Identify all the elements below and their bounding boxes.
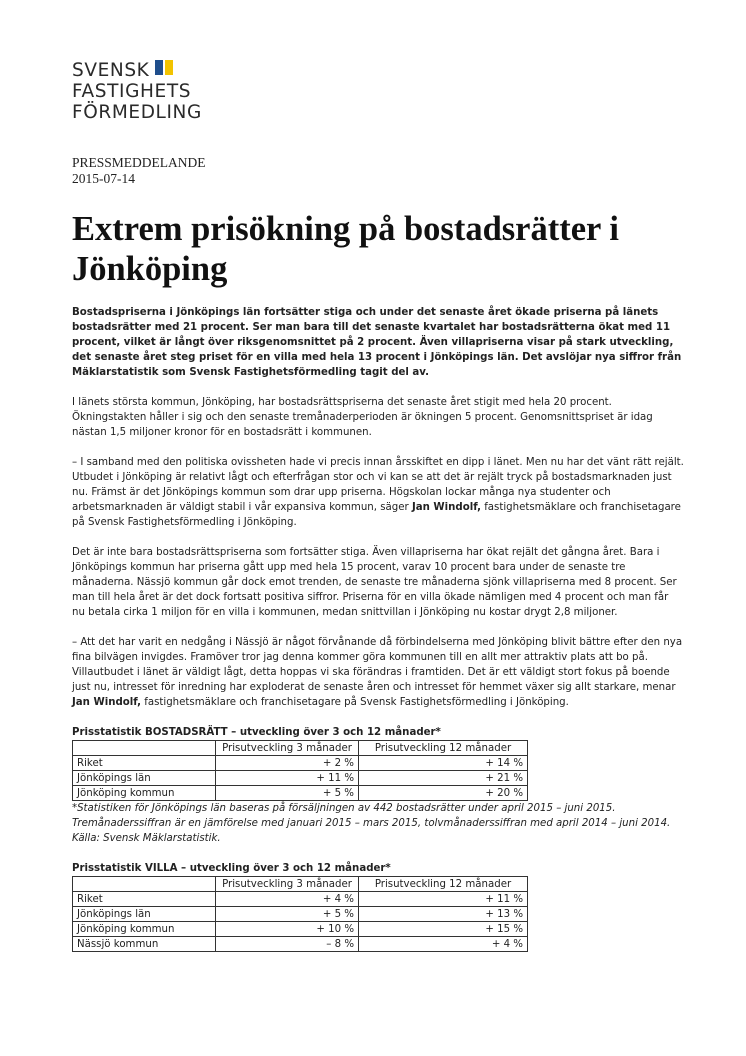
paragraph-2: Det är inte bara bostadsrättspriserna som fortsätter stiga. Även villapriserna har ökat rejält det gångna året. Bara i Jönköpings kommun har priserna gått upp med hela 15 procent, varav 10 procent bara under de senaste tre månaderna. Nässjö kommun går dock emot trenden, de senaste tre månaderna sjönk villapriserna med 8 procent. Ser man till hela året är det dock fortsatt positiva siffror. Priserna för en villa ökade nämligen med 4 procent och man får nu betala cirka 1 miljon för en villa i kommunen, medan snittvillan i Jönköping nu kostar drygt 2,8 miljoner. — [72, 547, 677, 618]
document-date: 2015-07-14 — [72, 171, 135, 186]
quote-speaker-name: Jan Windolf, — [411, 502, 481, 513]
table-row: Nässjö kommun – 8 % + 4 % — [73, 937, 528, 952]
logo-line-1: SVENSK — [72, 60, 150, 81]
table-header-row: Prisutveckling 3 månader Prisutveckling 12 månader — [73, 741, 528, 756]
document-type: PRESSMEDDELANDE — [72, 155, 206, 170]
table-villa-title: Prisstatistik VILLA – utveckling över 3 och 12 månader* — [72, 863, 391, 874]
quote-speaker-name: Jan Windolf, — [72, 697, 141, 708]
table-row: Riket + 4 % + 11 % — [73, 892, 528, 907]
logo-line-2: FASTIGHETS — [72, 81, 192, 102]
table-row: Jönköpings län + 5 % + 13 % — [73, 907, 528, 922]
table-row: Riket + 2 % + 14 % — [73, 756, 528, 771]
paragraph-1: I länets största kommun, Jönköping, har bostadsrättspriserna det senaste året stigit med hela 20 procent. Ökningstakten håller i sig och den senaste tremånaderperioden är ökningen 5 procent. Genomsnittspriset är idag nästan 1,5 miljoner kronor för en bostadsrätt i kommunen. — [72, 397, 653, 438]
table-row: Jönköping kommun + 10 % + 15 % — [73, 922, 528, 937]
lead-paragraph: Bostadspriserna i Jönköpings län fortsätter stiga och under det senaste året ökade priserna på länets bostadsrätter med 21 procent. Ser man bara till det senaste kvartalet har bostadsrätterna ökat med 11 procent, vilket är långt över riksgenomsnittet på 2 procent. Även villapriserna visar på stark utveckling, det senaste året steg priset för en villa med hela 13 procent i Jönköpings län. Det avslöjar nya siffror från Mäklarstatistik som Svensk Fastighetsförmedling tagit del av. — [72, 307, 682, 378]
document-meta — [72, 155, 206, 187]
headline: Extrem prisökning på bostadsrätter i Jönköping — [72, 210, 619, 288]
swedish-flag-icon — [155, 60, 173, 75]
company-logo — [72, 60, 202, 123]
table-bostadsratt — [72, 740, 528, 801]
table-row: Jönköping kommun + 5 % + 20 % — [73, 786, 528, 801]
table-footnote: *Statistiken för Jönköpings län baseras på försäljningen av 442 bostadsrätter under april 2015 – juni 2015. Tremånaderssiffran är en jämförelse med januari 2015 – mars 2015, tolvmånaderssiffran med april 2014 – juni 2014. Källa: Svensk Mäklarstatistik. — [72, 803, 671, 844]
quote-paragraph-1: – I samband med den politiska ovissheten hade vi precis innan årsskiftet en dipp i länet. Men nu har det vänt rätt rejält. Utbudet i Jönköping är relativt lågt och efterfrågan stor och vi kan se att det är rejält tryck på bostadsmarknaden just nu. Främst är det Jönköpings kommun som drar upp priserna. Högskolan lockar många nya studenter och arbetsmarknaden är väldigt stabil i vår expansiva kommun, säger Jan Windolf, fastighetsmäklare och franchisetagare på Svensk Fastighetsförmedling i Jönköping. — [72, 457, 684, 528]
logo-line-3: FÖRMEDLING — [72, 102, 202, 123]
table-row: Jönköpings län + 11 % + 21 % — [73, 771, 528, 786]
quote-paragraph-2: – Att det har varit en nedgång i Nässjö är något förvånande då förbindelserna med Jönköping blivit bättre efter den nya fina bilvägen invigdes. Framöver tror jag denna kommer göra kommunen till en allt mer attraktiv plats att bo på. Villautbudet i länet är väldigt lågt, detta hoppas vi ska förändras i framtiden. Det är ett väldigt stort fokus på boende just nu, intresset för inredning har exploderat de senaste åren och intresset för hemmet växer sig allt starkare, menar Jan Windolf, fastighetsmäklare och franchisetagare på Svensk Fastighetsförmedling i Jönköping. — [72, 637, 683, 708]
table-bostadsratt-title: Prisstatistik BOSTADSRÄTT – utveckling över 3 och 12 månader* — [72, 727, 441, 738]
table-villa — [72, 876, 528, 952]
table-header-row: Prisutveckling 3 månader Prisutveckling 12 månader — [73, 877, 528, 892]
article-body — [72, 305, 684, 952]
